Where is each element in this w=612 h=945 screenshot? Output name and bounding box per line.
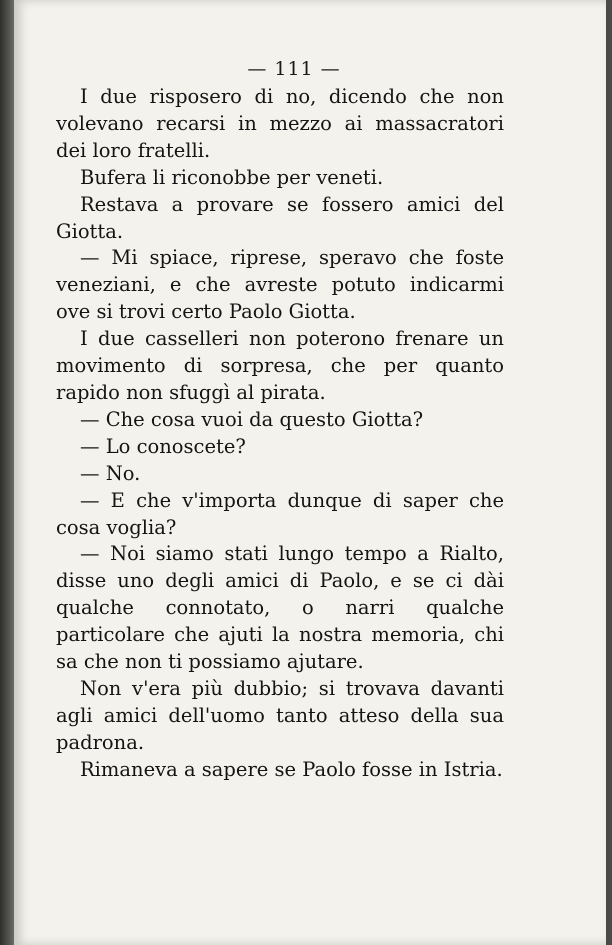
paragraph: — No. bbox=[80, 461, 141, 485]
paragraph: — Che cosa vuoi da questo Giotta? bbox=[80, 407, 424, 431]
paragraph: Non v'era più dubbio; si trovava davanti agli amici dell'uomo tanto atteso della sua padrona. bbox=[56, 676, 504, 754]
paragraph: Bufera li riconobbe per veneti. bbox=[80, 165, 384, 189]
paragraph: I due casselleri non poterono frenare un movimento di sorpresa, che per quanto rapido non sfuggì al pirata. bbox=[56, 327, 504, 404]
paragraph: Rimaneva a sapere se Paolo fosse in Istria. bbox=[80, 757, 503, 781]
paragraph: Restava a provare se fossero amici del Giotta. bbox=[56, 192, 504, 243]
paragraph: — Lo conoscete? bbox=[80, 434, 246, 458]
paragraph: — E che v'importa dunque di saper che cosa voglia? bbox=[56, 488, 504, 539]
paragraph: I due risposero di no, dicendo che non volevano recarsi in mezzo ai massacratori dei loro fratelli. bbox=[56, 85, 504, 162]
page-number-header: — 111 — bbox=[247, 58, 341, 80]
book-binding bbox=[0, 0, 14, 945]
book-page bbox=[14, 0, 606, 945]
page-body bbox=[56, 84, 504, 784]
paragraph: — Noi siamo stati lungo tempo a Rialto, disse uno degli amici di Paolo, e se ci dài qualche connotato, o narri qualche particolare che ajuti la nostra memoria, chi sa che non ti possiamo ajutare. bbox=[56, 542, 504, 674]
paragraph: — Mi spiace, riprese, speravo che foste veneziani, e che avreste potuto indicarmi ove si trovi certo Paolo Giotta. bbox=[56, 246, 504, 324]
